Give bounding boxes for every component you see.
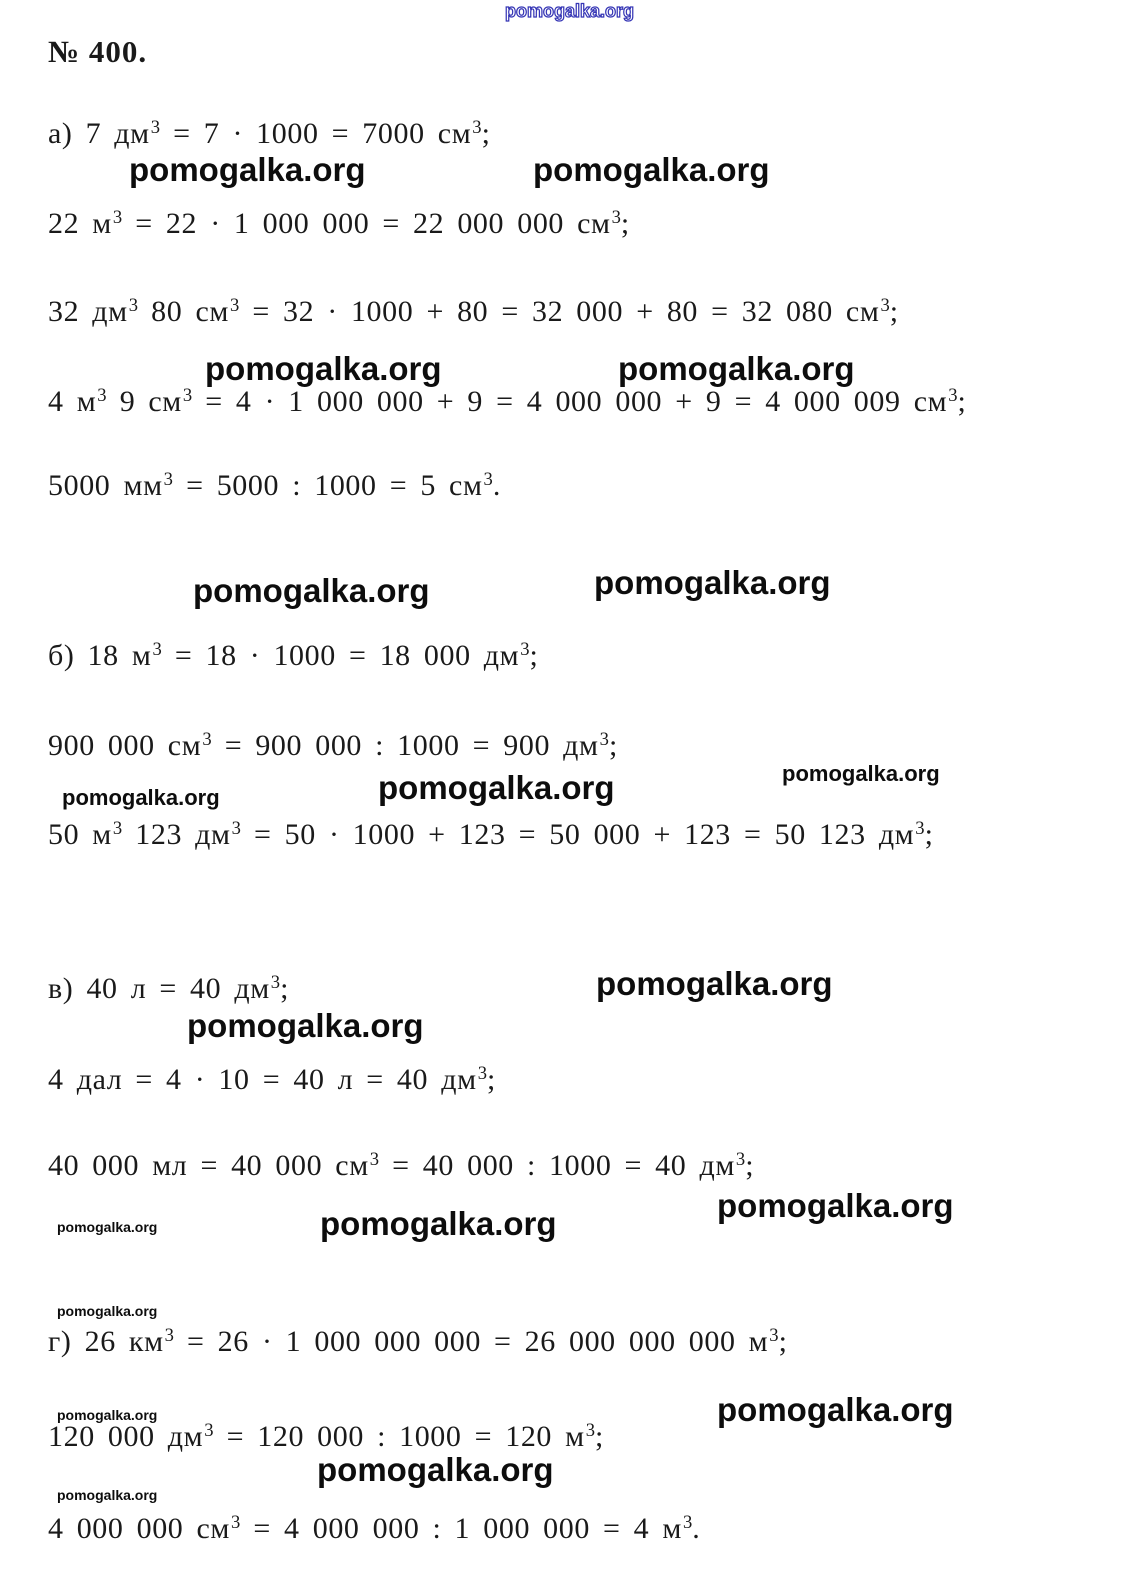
watermark: pomogalka.org: [205, 350, 442, 387]
solution-line-a-3: 32 $дм^3$ 80 $см^3 = 32 \cdot 1000 + 80 = 32$ 000 + 80 = 32 080 $см^3$;: [48, 294, 899, 328]
watermark: pomogalka.org: [317, 1451, 554, 1488]
watermark: pomogalka.org: [57, 1407, 158, 1423]
watermark: pomogalka.org: [129, 151, 366, 188]
watermark: pomogalka.org: [618, 350, 855, 387]
solution-line-v-1: в) 40 л = 40 $дм^3$;: [48, 971, 290, 1005]
watermark: pomogalka.org: [594, 564, 831, 601]
watermark: pomogalka.org: [57, 1487, 158, 1503]
watermark: pomogalka.org: [57, 1219, 158, 1235]
solution-line-b-1: б) 18 $м^3 = 18 \cdot 1000 = 18$ 000 $дм^3$;: [48, 638, 539, 672]
solution-line-a-4: 4 $м^3$ 9 $см^3 = 4 \cdot 1$ 000 000 + 9 = 4 000 000 + 9 = 4 000 009 $см^3$;: [48, 384, 967, 418]
solution-line-g-1: г) 26 $км^3 = 26 \cdot 1$ 000 000 000 = 26 000 000 000 $м^3$;: [48, 1324, 788, 1358]
solution-line-g-3: 4 000 000 $см^3 = 4$ 000 000 : 1 000 000 = 4 $м^3$.: [48, 1511, 701, 1545]
watermark: pomogalka.org: [57, 1303, 158, 1319]
solution-line-v-2: 4 дал = 4 · 10 = 40 л = 40 $дм^3$;: [48, 1062, 496, 1096]
solution-line-a-5: 5000 $мм^3 = 5000$ : 1000 = 5 $см^3$.: [48, 468, 501, 502]
watermark: pomogalka.org: [717, 1391, 954, 1428]
watermark: pomogalka.org: [717, 1187, 954, 1224]
watermark: pomogalka.org: [62, 785, 220, 810]
watermark: pomogalka.org: [378, 769, 615, 806]
watermark: pomogalka.org: [533, 151, 770, 188]
solution-line-b-2: 900 000 $см^3 = 900$ 000 : 1000 = 900 $дм^3$;: [48, 728, 618, 762]
solution-line-g-2: 120 000 $дм^3 = 120$ 000 : 1000 = 120 $м^3$;: [48, 1419, 604, 1453]
solution-line-a-2: 22 $м^3 = 22 \cdot 1$ 000 000 = 22 000 000 $см^3$;: [48, 206, 630, 240]
solution-line-v-3: 40 000 мл = 40 000 $см^3 = 40$ 000 : 1000 = 40 $дм^3$;: [48, 1148, 755, 1182]
problem-number: № 400.: [48, 34, 148, 69]
watermark: pomogalka.org: [193, 572, 430, 609]
solution-line-b-3: 50 $м^3$ 123 $дм^3 = 50 \cdot 1000 + 123 = 50$ 000 + 123 = 50 123 $дм^3$;: [48, 817, 934, 851]
watermark: pomogalka.org: [782, 761, 940, 786]
solution-line-a-1: а) 7 $дм^3 = 7 \cdot 1000 = 7000$ $см^3$;: [48, 116, 491, 150]
watermark-outline: pomogalka.org: [505, 1, 635, 21]
watermark: pomogalka.org: [187, 1007, 424, 1044]
watermark: pomogalka.org: [596, 965, 833, 1002]
watermark: pomogalka.org: [320, 1205, 557, 1242]
